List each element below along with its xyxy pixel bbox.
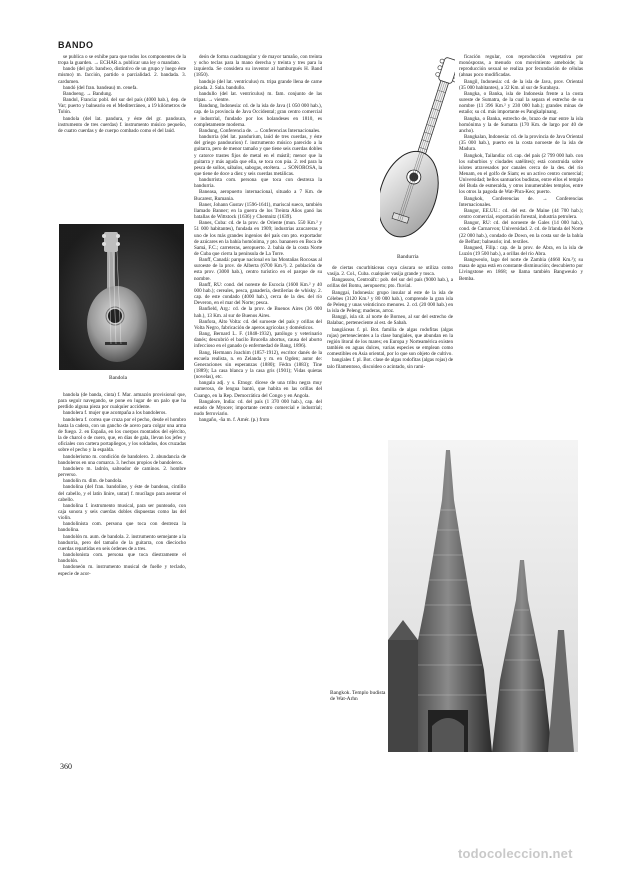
dictionary-entry: bandolín m. dim. de bandola. (63, 478, 123, 485)
dictionary-entry: Bandoeng. → Bandung. (63, 90, 113, 97)
dictionary-entry: Bangka, o Banka, isla de Indonesia frente a la costa sureste de Sumatra, de la cual la separa el estrecho de su nombre (11 396 Km.² y 230 000 hab.); grandes minas de estaño; su cd. más importante es Pangkalpinang. (459, 90, 583, 116)
watermark-suffix: net (552, 846, 573, 861)
dictionary-entry: Bangor, EE.UU.: cd. del est. de Maine (44 700 hab.); centro comercial, exportación forestal, industria petrolera. (459, 207, 583, 221)
dictionary-entry: bangiales f. pl. Bot. clase de algas rodofitas (algas rojas) de talo filamentoso, discoideo o acintado, sin rami- (327, 357, 453, 370)
bandola-instrument-image (59, 224, 184, 370)
dictionary-entry: Banfora, Alto Volta: cd. del suroeste del país y orillas del Volta Negro, fabricación de aperos agrícolas y domésticos. (194, 318, 322, 331)
dictionary-entry: Bandol, Francia: pobl. del sur del país (4000 hab.), dep. de Var; puerto y balneario en el Mediterráneo, a 19 kilómetros de Tolón. (58, 97, 186, 116)
column-4 (459, 54, 583, 282)
dictionary-entry: Bangweolo, lago del norte de Zambia (4660 Km.²); su masa de agua está en constante disminución; descubierto por Livingstone en 1868; se llama también Bangweulo y Bemba. (459, 257, 583, 282)
dictionary-entry: bandolerismo m. condición de bandolero. 2. abundancia de bandoleros en una comarca. 3. hechos propios de bandoleros. (58, 453, 186, 466)
dictionary-entry: Banggi, isla sit. al norte de Borneo, al sur del estrecho de Balabac, perteneciente al est. de Sabah. (327, 314, 453, 327)
dictionary-entry: deón de forma cuadrangular y de mayor tamaño, con treinta y ocho teclas para la mano derecha y treinta y tres para la izquierda. Se considera su inventor al hamburgués H. Band (1850). (194, 54, 322, 79)
bandurria-illustration (380, 48, 455, 256)
dictionary-entry: bandurrista com. persona que toca con destreza la bandurria. (194, 177, 322, 190)
dictionary-entry: se publica o se exhibe para que todos los componentes de la tropa la guarden. → ECHAR a. publicar una ley o mandato. (58, 54, 186, 67)
bandurria-instrument-image (380, 48, 455, 256)
column-1-bottom (58, 392, 186, 577)
dictionary-entry: bandoneón m. instrumento musical de fuelle y teclado, especie de acor- (58, 564, 186, 577)
dictionary-entry: Bandung, Conferencia de. → Conferencias Internacionales. (199, 127, 321, 134)
dictionary-entry: bandolera f. mujer que acompaña a los bandoleros. (63, 410, 167, 417)
dictionary-entry: Bang, Bernard L. F. (1848-1932), patólogo y veterinario danés; descubrió el bacilo Brucella abortus, causa del aborto infeccioso en el ganado (o enfermedad de Bang, 1896). (194, 331, 322, 350)
watermark: todocoleccion.net (458, 846, 573, 861)
dictionary-entry: bandolina f. instrumento musical, para ser punteado, con caja sonora y seis cuerdas dobles dispuestas como las del violín. (58, 502, 186, 522)
bandola-photo (59, 224, 184, 370)
dictionary-entry: Banfield, Arg.: cd. de la prov. de Buenos Aires (36 000 hab.), 13 Km. al sur de Buenos Aires. (194, 306, 322, 319)
dictionary-entry: bandolera f. correa que cruza por el pecho, desde el hombro hasta la cadera, con un gancho de acero para colgar una arma de fuego. 2. en España, en los cuerpos montados del ejército, la de charol o de cuero, que, en días de gala, llevan los jefes y oficiales con cartera portapliegos, y los soldados, dos cruzadas sobre el pecho y la espalda. (58, 416, 186, 454)
dictionary-entry: bandó (del fran. bandeau) m. cenefa. (63, 84, 138, 91)
dictionary-entry: bangiáceas f. pl. Bot. familia de algas rodofitas (algas rojas) pertenecientes a la clase bangiales, que abundan en la región litoral de los mares; en Europa y Norteamérica existen también en aguas dulces, varias especies se emplean como comestibles en Asia oriental, por lo que son objeto de cultivo. (327, 326, 453, 358)
dictionary-entry: de ciertas cucurbitáceas cuya cáscara se utiliza como vasija. 2. Col., Cuba. cualquier vasija grande y tosca. (327, 265, 453, 278)
column-1-top (58, 54, 186, 134)
bandurria-caption: Bandurria (397, 254, 419, 260)
running-header: BANDO (58, 40, 94, 50)
page-number: 360 (60, 762, 72, 771)
dictionary-entry: Bangka, o Banka, estrecho de, brazo de mar entre la isla homónima y la de Sumatra (170 Km. de largo por 40 de ancho). (459, 115, 583, 134)
dictionary-entry: Bangkok, Conferencias de. → Conferencias Internacionales. (459, 195, 583, 208)
dictionary-entry: bandolina (del fran. bandoline, y éste de bandeau, cintillo del cabello, y el latín linire, untar) f. mucílago para asentar el cabello. (58, 484, 186, 503)
dictionary-entry: Bangor, RU: cd. del noroeste de Gales (14 000 hab.), cond. de Carnarvon; Universidad. 2. cd. de Irlanda del Norte (22 000 hab.), condado de Down, en la costa sur de la bahía de Belfast; balneario; ind. textiles. (459, 220, 583, 245)
dictionary-entry: bando (del gót. bandwo, distintivo de un grupo y luego éste mismo) m. facción, partido o parcialidad. 2. bandada. 3. cardumen. (58, 66, 186, 85)
dictionary-entry: bandola (del lat. pandura, y éste del gr. pandoura, instrumento de tres cuerdas) f. instrumento músico pequeño, de cuatro cuerdas y de cuerpo combado como el del laúd. (58, 115, 186, 134)
dictionary-entry: bandolero m. ladrón, salteador de caminos. 2. hombre perverso. (58, 465, 186, 479)
dictionary-entry: bangala adj. y s. Etnogr. dícese de una tribu negra muy numerosa, de lengua bantú, que habita en las orillas del Cuango, en la Rep. Democrática del Congo y en Angola. (194, 380, 322, 399)
bandola-caption: Bandola (109, 375, 127, 381)
dictionary-entry: Bandung, Indonesia: cd. de la isla de Java (1 050 000 hab.), cap. de la provincia de Java Occidental; gran centro comercial e industrial, fundado por los holandeses en 1810, es completamente moderna. (194, 103, 322, 128)
dictionary-entry: bandullo (del lat. ventriculus) m. fam. conjunto de las tripas. → vientre. (194, 90, 322, 104)
dictionary-entry: bandolón m. aum. de bandola. 2. instrumento semejante a la bandurria, pero del tamaño de la guitarra, con dieciocho cuerdas repartidas en seis órdenes de a tres. (58, 533, 186, 552)
dictionary-entry: bandujo (del lat. ventriculus) m. tripa grande llena de carne picada. 2. Sala. bandullo. (194, 78, 322, 91)
dictionary-entry: Bangkalan, Indonesia: cd. de la provincia de Java Oriental (35 000 hab.), puerto en la costa noroeste de la isla de Madura. (459, 134, 583, 153)
watermark-brand: todocoleccion (458, 846, 549, 861)
dictionary-entry: bandurria (del lat. pandurium, laúd de tres cuerdas, y éste del griego pandourion) f. instrumento músico parecido a la guitarra, pero de menor tamaño y que tiene seis cuerdas dobles y catorce trastes fijos de metal en el mástil; menor que la guitarra y más aguda que ella, se toca con púa. 2. red para la pesca de sollos, sábalos, sabogas, etcétera. → SONOROSA, la que tiene de doce a diez y seis cuerdas metálicas. (194, 134, 323, 177)
temple-image (388, 440, 578, 752)
column-3 (327, 265, 453, 370)
dictionary-entry: Bangil, Indonesia: cd. de la isla de Java, prov. Oriental (35 000 habitantes), a 32 Km. al sur de Surabaya. (459, 78, 583, 91)
dictionary-entry: Banff, Canadá: parque nacional en las Montañas Rocosas al suroeste de la prov. de Alberta (6700 Km.²). 2. población de esta prov. (3000 hab.), centro turístico en el parque de su nombre. (194, 257, 322, 282)
dictionary-entry: bangaño, -ña m. f. Amér. (p.) fruto (199, 417, 270, 424)
dictionary-entry: Bangued, Filip.: cap. de la prov. de Abra, en la isla de Luzón (19 500 hab.), a orillas del río Abra. (459, 244, 583, 257)
dictionary-entry: Baner, Johann Gustav (1596-1641), mariscal sueco, también llamado Banner; en la guerra de los Treinta Años ganó las batallas de Wittstock (1636) y Chemnitz (1639). (194, 201, 323, 221)
dictionary-entry: Baneasa, aeropuerto internacional, situado a 7 Km. de Bucarest, Rumania. (194, 189, 322, 202)
dictionary-entry: Banggai, Indonesia: grupo insular al este de la isla de Célebes (3120 Km.² y 80 000 hab.), comprende la gran isla de Peleng y unas veinticinco menores. 2. cd. (20 000 hab.) en la isla de Peleng; maderas, arroz. (327, 289, 453, 315)
dictionary-entry: Bang, Hermann Joachim (1857-1912), escritor danés de la escuela realista, n. en Zelanda y m. en Ogden; autor de: Generaciones sin esperanzas (1880); Fèdra (1883); Tine (1889); La casa blanca y la casa gris (1901); Vidas quietas (novelas), etc. (194, 349, 322, 381)
dictionary-entry: bandolonista com. persona que toca diestramente el bandolón. (58, 552, 186, 565)
bangkok-temple-photo (388, 440, 578, 752)
column-2 (194, 54, 322, 423)
dictionary-entry: Bangalore, India: cd. del país (1 370 000 hab.), cap. del estado de Mysore; importante centro comercial e industrial; nudo ferroviario. (194, 398, 322, 418)
dictionary-entry: Bangkok, Tailandia: cd. cap. del país (2 799 000 hab. con los suburbios y ciudades satélites); está construida sobre islotes atravesados por canales cerca de la des. del río Menam, en el golfo de Siam; es un activo centro comercial; Universidad; bellos santuarios budistas, entre ellos el templo del Buda de esmeralda, y otros innumerables templos, entre los otros la pagoda de Wat-Phra-Keo; puerto. (459, 152, 583, 196)
dictionary-entry: bandolinista com. persona que toca con destreza la bandolina. (58, 521, 186, 534)
dictionary-entry: Banff, RU: cond. del noreste de Escocia (1600 Km.² y 40 000 hab.); cereales, pesca, ganadería, destilerías de whisky. 2. cap. de este condado (4000 hab.), cerca de la des. del río Deveron, en el mar del Norte; pesca. (194, 281, 322, 307)
dictionary-entry: ficación regular, con reproducción vegetativa por monósporas, a menudo con movimiento ameboide; la reproducción sexual se realiza por fecundación de células (ahnas poco modificadas. (459, 54, 583, 79)
dictionary-entry: bandola (de banda, cinta) f. Mar. armazón provisional que, para seguir navegando, se pone en lugar de un palo que ha perdido alguna pieza por cualquier accidente. (58, 392, 186, 411)
dictionary-entry: Banes, Cuba: cd. de la prov. de Oriente (mun. 550 Km.² y 51 000 habitantes), fundada en 1909; industrias azucareras y uno de los más grandes ingenios del país con pto. exportador de azúcares en la bahía homónima, y pto. bananero en Boca de Samá, F.C.; carreteras, aeropuerto. 2. bahía de la costa Norte de Cuba que cierra la península de La Torre. (194, 220, 322, 257)
bangkok-caption: Bangkok. Templo budista de Wat-Arhn (330, 690, 386, 703)
dictionary-entry: Bangassou, Centroáfr.: pob. del sur del país (9000 hab.), a orillas del Bomu, aeropuerto; pto. fluvial. (327, 277, 453, 290)
